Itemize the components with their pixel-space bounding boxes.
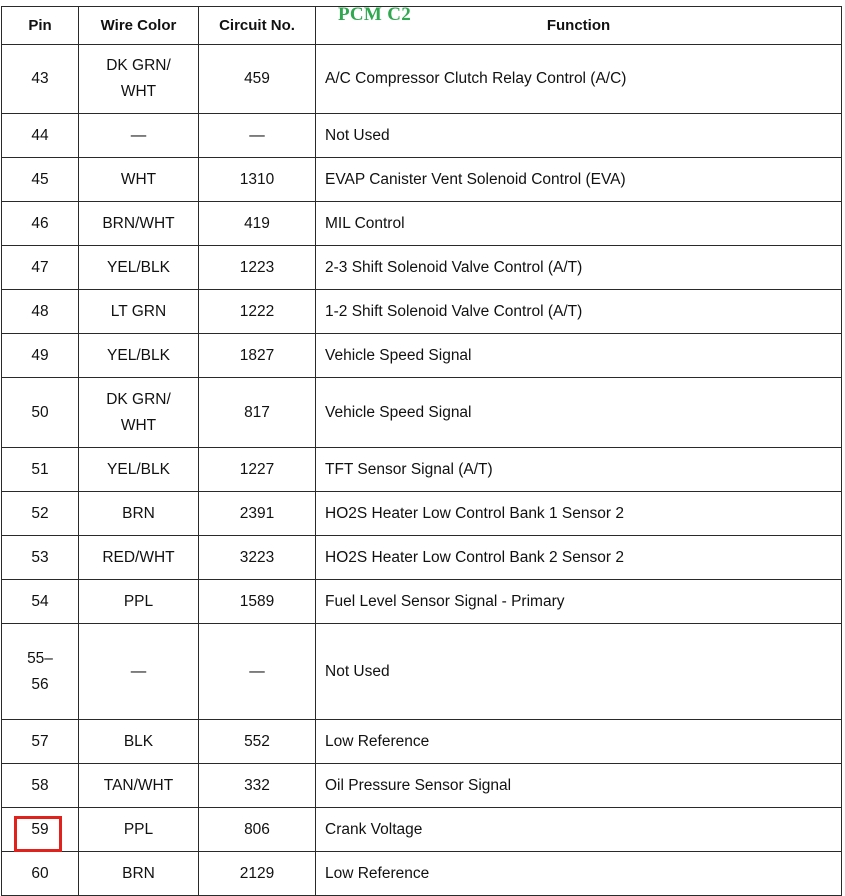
function-cell: HO2S Heater Low Control Bank 2 Sensor 2 bbox=[316, 536, 842, 580]
function-cell: 2-3 Shift Solenoid Valve Control (A/T) bbox=[316, 246, 842, 290]
wire-color-cell-line: BRN bbox=[122, 504, 155, 522]
header-function: Function bbox=[546, 17, 611, 34]
wire-color-cell-line: PPL bbox=[123, 592, 154, 610]
circuit-no-cell: 1222 bbox=[199, 290, 316, 334]
pin-cell-line: 53 bbox=[31, 548, 49, 566]
pin-cell-line: 60 bbox=[31, 864, 49, 882]
pin-cell-line: 47 bbox=[31, 258, 49, 276]
pin-cell bbox=[2, 334, 79, 378]
function-cell: Not Used bbox=[316, 624, 842, 720]
pin-cell-line: 52 bbox=[31, 504, 49, 522]
pin-cell-line: 54 bbox=[31, 592, 49, 610]
wire-color-cell-line: RED/WHT bbox=[102, 548, 175, 566]
function-cell: Vehicle Speed Signal bbox=[316, 334, 842, 378]
circuit-no-cell: — bbox=[199, 624, 316, 720]
pin-cell bbox=[2, 624, 79, 720]
wire-color-cell bbox=[79, 202, 199, 246]
circuit-no-cell: 806 bbox=[199, 808, 316, 852]
table-row bbox=[2, 246, 842, 290]
function-cell: Not Used bbox=[316, 114, 842, 158]
pin-cell-line: 50 bbox=[31, 403, 49, 421]
table-row bbox=[2, 580, 842, 624]
circuit-no-cell: 1827 bbox=[199, 334, 316, 378]
table-row bbox=[2, 114, 842, 158]
pin-cell bbox=[2, 492, 79, 536]
function-cell: MIL Control bbox=[316, 202, 842, 246]
circuit-no-cell: 1589 bbox=[199, 580, 316, 624]
wire-color-cell bbox=[79, 45, 199, 114]
wire-color-cell-line: YEL/BLK bbox=[107, 346, 170, 364]
function-cell: HO2S Heater Low Control Bank 1 Sensor 2 bbox=[316, 492, 842, 536]
wire-color-cell bbox=[79, 246, 199, 290]
circuit-no-cell: 1227 bbox=[199, 448, 316, 492]
table-row bbox=[2, 290, 842, 334]
wire-color-cell bbox=[79, 378, 199, 448]
wire-color-cell-line: DK GRN/ bbox=[106, 390, 171, 408]
circuit-no-cell: 459 bbox=[199, 45, 316, 114]
wire-color-cell bbox=[79, 580, 199, 624]
circuit-no-cell: 2129 bbox=[199, 852, 316, 896]
function-cell: 1-2 Shift Solenoid Valve Control (A/T) bbox=[316, 290, 842, 334]
wire-color-cell bbox=[79, 764, 199, 808]
header-function-cell bbox=[316, 4, 842, 45]
wire-color-cell-line: LT GRN bbox=[110, 302, 167, 320]
circuit-no-cell: — bbox=[199, 114, 316, 158]
wire-color-cell bbox=[79, 492, 199, 536]
function-cell: Low Reference bbox=[316, 852, 842, 896]
wire-color-cell bbox=[79, 720, 199, 764]
circuit-no-cell: 817 bbox=[199, 378, 316, 448]
wire-color-cell-line: BLK bbox=[123, 732, 154, 750]
pin-cell bbox=[2, 720, 79, 764]
pin-cell bbox=[2, 158, 79, 202]
pin-cell-line: 49 bbox=[31, 346, 49, 364]
wire-color-cell bbox=[79, 114, 199, 158]
wire-color-cell bbox=[79, 290, 199, 334]
function-cell: TFT Sensor Signal (A/T) bbox=[316, 448, 842, 492]
wire-color-cell bbox=[79, 158, 199, 202]
table-row bbox=[2, 720, 842, 764]
function-cell: Oil Pressure Sensor Signal bbox=[316, 764, 842, 808]
pin-cell bbox=[2, 764, 79, 808]
pin-cell-line: 43 bbox=[31, 70, 49, 87]
wire-color-cell-line: TAN/WHT bbox=[103, 776, 174, 794]
table-row bbox=[2, 202, 842, 246]
pin-cell-line: 59 bbox=[31, 820, 49, 838]
table-row bbox=[2, 448, 842, 492]
table-row bbox=[2, 492, 842, 536]
table-title: PCM C2 bbox=[338, 4, 412, 25]
pin-cell-line: 48 bbox=[31, 302, 49, 320]
function-cell: Vehicle Speed Signal bbox=[316, 378, 842, 448]
pin-cell-line: 55– bbox=[27, 649, 53, 667]
wire-color-cell-line: WHT bbox=[120, 170, 157, 188]
pin-cell bbox=[2, 290, 79, 334]
table-body bbox=[2, 45, 842, 896]
pin-cell-line: 58 bbox=[31, 776, 49, 794]
pin-cell-line: 44 bbox=[31, 126, 49, 144]
pin-cell-line: 57 bbox=[31, 732, 49, 750]
table-row bbox=[2, 624, 842, 720]
circuit-no-cell: 552 bbox=[199, 720, 316, 764]
pin-cell-line: 56 bbox=[31, 675, 49, 693]
pin-cell bbox=[2, 580, 79, 624]
table-row bbox=[2, 378, 842, 448]
wire-color-cell-line: DK GRN/ bbox=[106, 57, 171, 74]
table-row bbox=[2, 45, 842, 114]
pin-cell bbox=[2, 246, 79, 290]
circuit-no-cell: 3223 bbox=[199, 536, 316, 580]
function-cell: A/C Compressor Clutch Relay Control (A/C) bbox=[316, 45, 842, 114]
wire-color-cell-line: — bbox=[130, 126, 147, 144]
pin-cell-line: 46 bbox=[31, 214, 49, 232]
wire-color-cell-line: — bbox=[130, 662, 147, 680]
pin-cell bbox=[2, 852, 79, 896]
pin-cell bbox=[2, 536, 79, 580]
table-row bbox=[2, 764, 842, 808]
function-cell: Crank Voltage bbox=[316, 808, 842, 852]
table-row bbox=[2, 158, 842, 202]
pin-cell bbox=[2, 448, 79, 492]
circuit-no-cell: 332 bbox=[199, 764, 316, 808]
function-cell: EVAP Canister Vent Solenoid Control (EVA) bbox=[316, 158, 842, 202]
wire-color-cell-line: YEL/BLK bbox=[107, 460, 170, 478]
table-row bbox=[2, 852, 842, 896]
table-row bbox=[2, 334, 842, 378]
wire-color-cell-line: WHT bbox=[120, 83, 157, 100]
header-wire-color: Wire Color bbox=[79, 7, 199, 45]
pcm-c2-pinout-table bbox=[1, 6, 842, 896]
pin-cell bbox=[2, 45, 79, 114]
wire-color-cell-line: BRN bbox=[122, 864, 155, 882]
function-cell: Fuel Level Sensor Signal - Primary bbox=[316, 580, 842, 624]
pin-cell-line: 51 bbox=[31, 460, 49, 478]
wire-color-cell-line: PPL bbox=[123, 820, 154, 838]
header-circuit-no: Circuit No. bbox=[199, 7, 316, 45]
circuit-no-cell: 419 bbox=[199, 202, 316, 246]
wire-color-cell bbox=[79, 808, 199, 852]
circuit-no-cell: 1310 bbox=[199, 158, 316, 202]
pin-cell-line: 45 bbox=[31, 170, 49, 188]
wire-color-cell bbox=[79, 852, 199, 896]
header-row bbox=[2, 7, 842, 45]
pin-cell bbox=[2, 378, 79, 448]
wire-color-cell-line: BRN/WHT bbox=[102, 214, 175, 232]
circuit-no-cell: 2391 bbox=[199, 492, 316, 536]
wire-color-cell-line: WHT bbox=[120, 416, 157, 434]
wire-color-cell bbox=[79, 536, 199, 580]
wire-color-cell bbox=[79, 448, 199, 492]
header-pin: Pin bbox=[2, 7, 79, 45]
highlight-box-pin-59 bbox=[14, 816, 62, 852]
function-cell: Low Reference bbox=[316, 720, 842, 764]
pin-cell bbox=[2, 114, 79, 158]
wire-color-cell-line: YEL/BLK bbox=[107, 258, 170, 276]
wire-color-cell bbox=[79, 334, 199, 378]
table-row bbox=[2, 536, 842, 580]
wire-color-cell bbox=[79, 624, 199, 720]
pin-cell bbox=[2, 202, 79, 246]
table-row bbox=[2, 808, 842, 852]
circuit-no-cell: 1223 bbox=[199, 246, 316, 290]
